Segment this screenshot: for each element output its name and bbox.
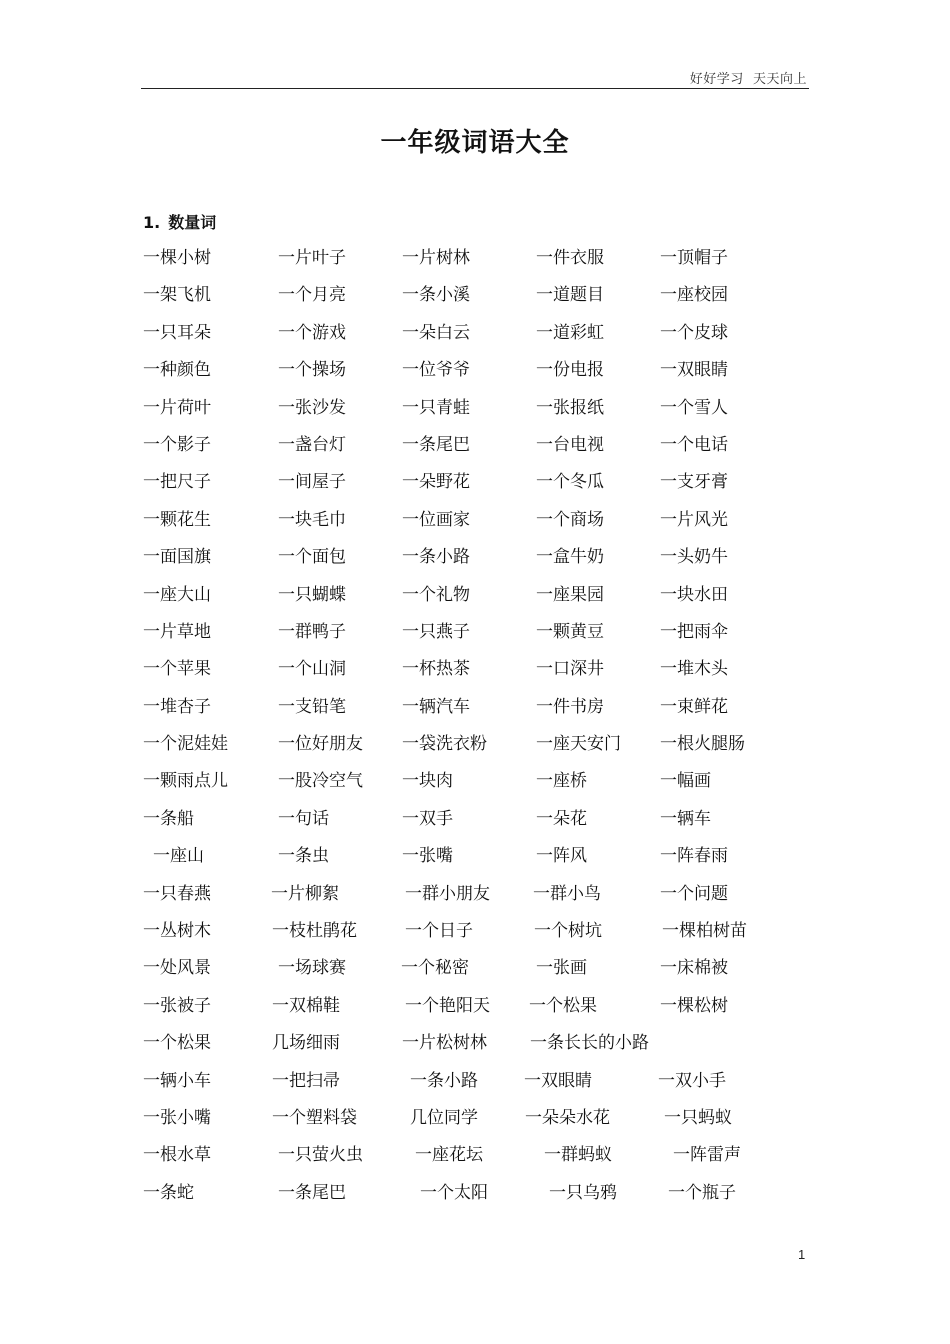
word-item: 一颗黄豆 [536,621,604,642]
word-row [143,766,783,803]
word-item: 一个苹果 [143,659,211,680]
word-item: 一种颜色 [143,360,211,381]
word-item: 一双眼睛 [524,1070,592,1091]
word-item: 一个日子 [405,921,473,942]
word-row [143,467,783,504]
word-item: 一位爷爷 [402,360,470,381]
word-item: 一双棉鞋 [272,995,340,1016]
word-item: 一颗雨点儿 [143,771,228,792]
document-title: 一年级词语大全 [380,128,570,158]
word-item: 一座校园 [660,285,728,306]
word-item: 一座桥 [536,771,587,792]
word-item: 一个问题 [660,883,728,904]
word-item: 一条蛇 [143,1182,194,1203]
word-item: 一个塑料袋 [272,1107,357,1128]
word-row [143,991,783,1028]
word-row [143,841,783,878]
word-item: 一棵小树 [143,248,211,268]
word-item: 一片草地 [143,621,211,642]
word-item: 一把雨伞 [660,621,728,642]
word-item: 一个雪人 [660,397,728,418]
word-item: 一盏台灯 [278,434,346,455]
word-item: 一片风光 [660,509,728,530]
word-item: 一个礼物 [402,584,470,605]
word-item: 一处风景 [143,958,211,979]
word-item: 一个松果 [529,995,597,1016]
word-item: 一块毛巾 [278,509,346,530]
word-item: 一块肉 [402,771,453,792]
word-row [143,393,783,430]
word-item: 一口深井 [536,659,604,680]
word-item: 一袋洗衣粉 [402,734,487,755]
word-item: 一支牙膏 [660,472,728,493]
word-row [143,1066,783,1103]
word-item: 一座山 [153,846,204,867]
section-number: 1. [143,213,161,232]
word-item: 一双手 [402,808,453,829]
word-item: 一个操场 [278,360,346,381]
word-item: 一只青蛙 [402,397,470,418]
word-item: 一道彩虹 [536,322,604,343]
word-row [143,804,783,841]
word-item: 一条虫 [278,846,329,867]
word-item: 一间屋子 [278,472,346,493]
word-item: 一辆汽车 [402,696,470,717]
word-item: 一架飞机 [143,285,211,306]
word-item: 一顶帽子 [660,248,728,268]
word-item: 一场球赛 [278,958,346,979]
word-item: 一座天安门 [536,734,621,755]
word-item: 一只耳朵 [143,322,211,343]
word-item: 一只春燕 [143,883,211,904]
word-row [143,580,783,617]
word-item: 一棵柏树苗 [662,921,747,942]
word-item: 一个商场 [536,509,604,530]
word-item: 一只燕子 [402,621,470,642]
word-item: 一面国旗 [143,547,211,568]
word-item: 一群小朋友 [405,883,490,904]
page-number: 1 [798,1247,806,1262]
word-item: 一个艳阳天 [405,995,490,1016]
word-item: 一个松果 [143,1033,211,1054]
word-row [143,280,783,317]
word-item: 一个皮球 [660,322,728,343]
word-item: 一台电视 [536,434,604,455]
word-item: 一把扫帚 [272,1070,340,1091]
word-row [143,654,783,691]
word-item: 一枝杜鹃花 [272,921,357,942]
word-item: 一个游戏 [278,322,346,343]
word-row [143,916,783,953]
word-item: 一把尺子 [143,472,211,493]
word-item: 一个面包 [278,547,346,568]
word-item: 一张画 [536,958,587,979]
word-item: 一条小路 [402,547,470,568]
word-item: 一根水草 [143,1145,211,1166]
word-item: 一只萤火虫 [278,1145,363,1166]
word-item: 一朵朵水花 [525,1107,610,1128]
word-item: 一只蝴蝶 [278,584,346,605]
word-item: 几场细雨 [272,1033,340,1054]
word-item: 一支铅笔 [278,696,346,717]
word-item: 一条船 [143,808,194,829]
word-item: 一束鲜花 [660,696,728,717]
word-item: 一朵白云 [402,322,470,343]
word-item: 一个电话 [660,434,728,455]
word-item: 一片树林 [402,248,470,268]
word-item: 一堆杏子 [143,696,211,717]
word-row [143,1028,783,1065]
word-row [143,692,783,729]
word-item: 一丛树木 [143,921,211,942]
word-item: 一根火腿肠 [660,734,745,755]
word-item: 一只蚂蚁 [664,1107,732,1128]
word-item: 一张被子 [143,995,211,1016]
word-item: 一朵花 [536,808,587,829]
word-item: 一句话 [278,808,329,829]
word-item: 一个瓶子 [668,1182,736,1203]
word-item: 一阵雷声 [673,1145,741,1166]
word-item: 一个月亮 [278,285,346,306]
word-row [143,1178,783,1215]
word-item: 一个冬瓜 [536,472,604,493]
section-heading [143,210,216,233]
word-item: 一个太阳 [420,1182,488,1203]
header-motto: 好好学习 天天向上 [689,72,807,87]
word-item: 一群鸭子 [278,621,346,642]
word-item: 一位画家 [402,509,470,530]
word-item: 一个秘密 [401,958,469,979]
word-item: 一群小鸟 [533,883,601,904]
word-item: 一座果园 [536,584,604,605]
word-item: 一双小手 [658,1070,726,1091]
word-item: 一杯热茶 [402,659,470,680]
page-header [141,66,809,89]
word-item: 一个树坑 [534,921,602,942]
word-item: 一份电报 [536,360,604,381]
word-item: 一棵松树 [660,995,728,1016]
word-item: 一个影子 [143,434,211,455]
word-item: 一股冷空气 [278,771,363,792]
word-item: 一条小路 [410,1070,478,1091]
word-item: 一片荷叶 [143,397,211,418]
word-grid [143,243,783,1215]
word-item: 一双眼睛 [660,360,728,381]
word-item: 一幅画 [660,771,711,792]
word-item: 一条尾巴 [402,434,470,455]
word-row [143,505,783,542]
word-item: 一座大山 [143,584,211,605]
word-item: 一盒牛奶 [536,547,604,568]
word-row [143,879,783,916]
word-item: 一件衣服 [536,248,604,268]
word-row [143,243,783,280]
word-item: 一辆小车 [143,1070,211,1091]
word-item: 一条长长的小路 [530,1033,649,1054]
word-row [143,1103,783,1140]
word-item: 一块水田 [660,584,728,605]
word-item: 一张报纸 [536,397,604,418]
word-item: 一阵春雨 [660,846,728,867]
word-item: 一群蚂蚁 [544,1145,612,1166]
word-item: 一座花坛 [415,1145,483,1166]
word-item: 一阵风 [536,846,587,867]
word-row [143,542,783,579]
word-row [143,729,783,766]
word-item: 一朵野花 [402,472,470,493]
word-item: 一片松树林 [402,1033,487,1054]
word-row [143,1140,783,1177]
word-item: 一道题目 [536,285,604,306]
word-item: 一个山洞 [278,659,346,680]
word-item: 一张嘴 [402,846,453,867]
word-row [143,953,783,990]
word-row [143,318,783,355]
word-row [143,355,783,392]
word-item: 一件书房 [536,696,604,717]
word-item: 一颗花生 [143,509,211,530]
word-item: 一堆木头 [660,659,728,680]
word-item: 一片柳絮 [271,883,339,904]
word-item: 一张小嘴 [143,1107,211,1128]
word-item: 一只乌鸦 [549,1182,617,1203]
word-item: 一条小溪 [402,285,470,306]
word-item: 一辆车 [660,808,711,829]
word-item: 一条尾巴 [278,1182,346,1203]
word-row [143,617,783,654]
word-item: 一位好朋友 [278,734,363,755]
word-item: 一床棉被 [660,958,728,979]
section-title: 数量词 [168,213,217,232]
word-item: 一张沙发 [278,397,346,418]
word-item: 一片叶子 [278,248,346,268]
word-item: 几位同学 [410,1107,478,1128]
word-item: 一头奶牛 [660,547,728,568]
word-item: 一个泥娃娃 [143,734,228,755]
word-row [143,430,783,467]
